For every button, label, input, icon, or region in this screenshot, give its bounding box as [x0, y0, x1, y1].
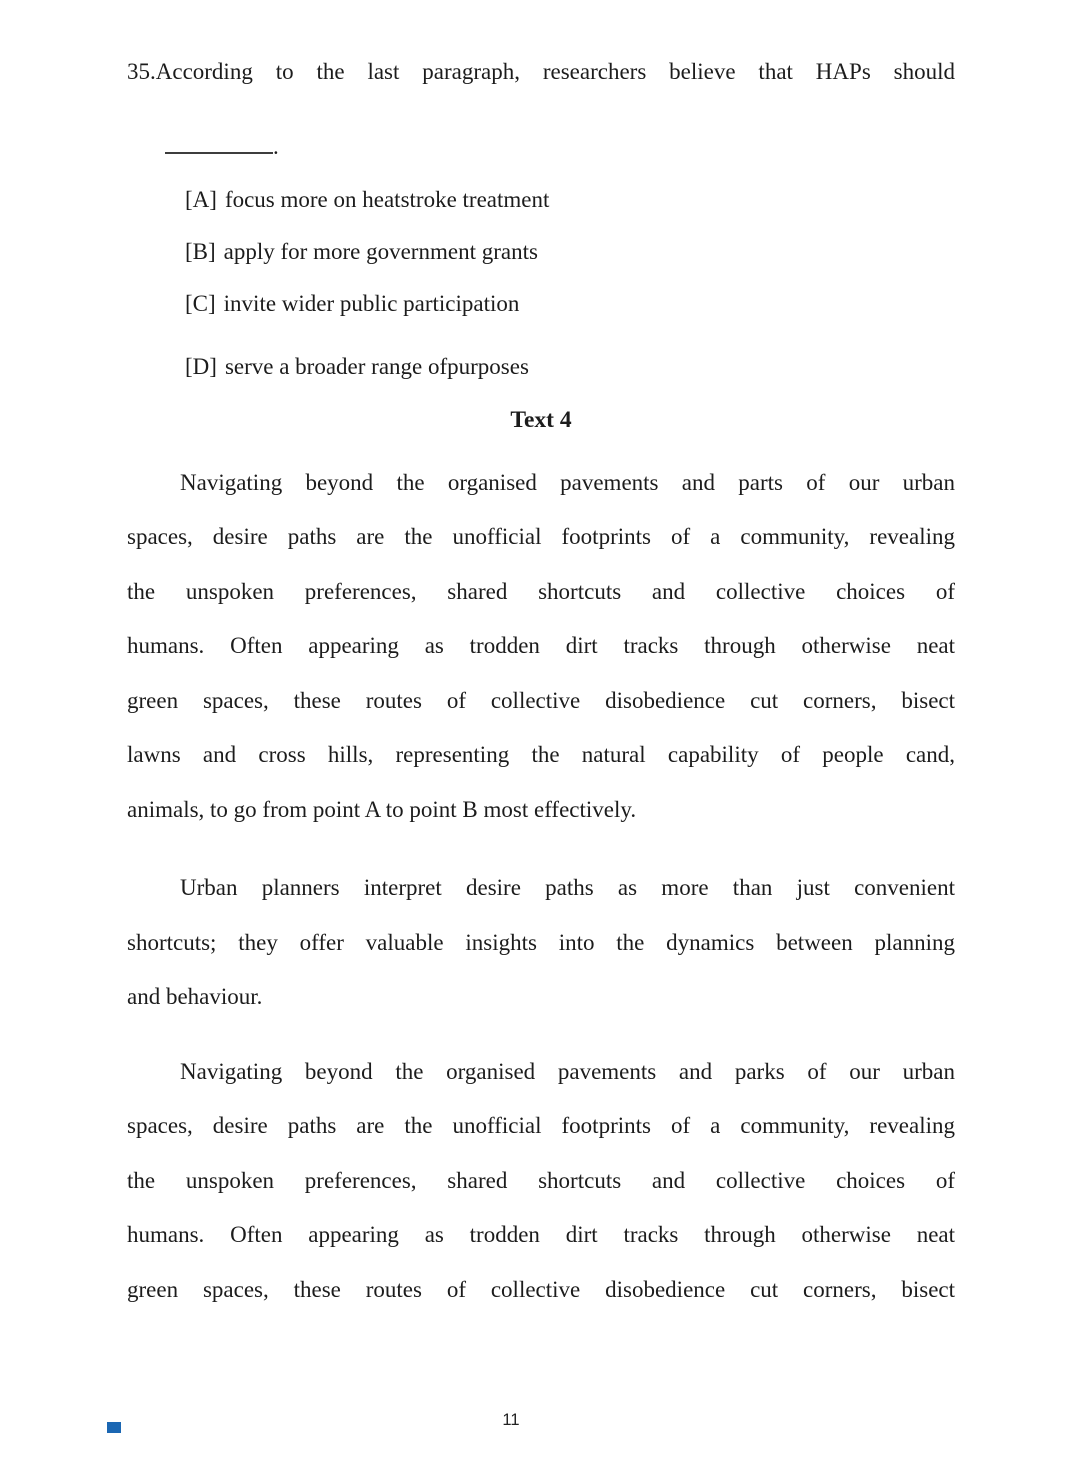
paragraph-line: the unspoken preferences, shared shortcuts and collective choices of [127, 1167, 955, 1193]
option-b [127, 226, 955, 278]
option-c [127, 278, 955, 330]
option-d-label: [D] [185, 354, 217, 379]
page-number: 11 [502, 1411, 520, 1429]
paragraph-line: green spaces, these routes of collective disobedience cut corners, bisect [127, 1276, 955, 1302]
paragraph-line: green spaces, these routes of collective disobedience cut corners, bisect [127, 687, 955, 713]
paragraph-line: spaces, desire paths are the unofficial footprints of a community, revealing [127, 1113, 955, 1138]
option-c-label: [C] [185, 291, 216, 316]
paragraph-line: humans. Often appearing as trodden dirt tracks through otherwise neat [127, 1222, 955, 1247]
paragraph-line: shortcuts; they offer valuable insights into the dynamics between planning [127, 929, 955, 955]
paragraph-line: animals, to go from point A to point B most effectively. [127, 796, 637, 822]
paragraph-line: spaces, desire paths are the unofficial footprints of a community, revealing [127, 524, 955, 549]
text4-paragraph-2 [127, 861, 955, 1025]
paragraph-line: lawns and cross hills, representing the natural capability of people cand, [127, 742, 955, 767]
paragraph-line: and behaviour. [127, 984, 263, 1009]
paragraph-line: Urban planners interpret desire paths as more than just convenient [180, 875, 955, 900]
paragraph-line: the unspoken preferences, shared shortcuts and collective choices of [127, 578, 955, 604]
option-b-label: [B] [185, 239, 216, 264]
question-stem: 35.According to the last paragraph, researchers believe that HAPs should [127, 59, 955, 84]
text4-paragraph-3 [127, 1045, 955, 1318]
blank-period: . [273, 133, 279, 159]
option-d-text: serve a broader range ofpurposes [224, 354, 529, 379]
paragraph-line: Navigating beyond the organised pavements and parts of our urban [180, 469, 955, 495]
option-a-text: focus more on heatstroke treatment [224, 187, 550, 212]
paragraph-line: Navigating beyond the organised pavements and parks of our urban [180, 1058, 955, 1084]
option-a [127, 174, 955, 226]
option-b-text: apply for more government grants [223, 239, 538, 264]
footer-accent-square [107, 1422, 121, 1433]
option-d [127, 341, 955, 393]
answer-blank-row [127, 120, 955, 175]
paragraph-line: humans. Often appearing as trodden dirt tracks through otherwise neat [127, 633, 955, 658]
option-c-text: invite wider public participation [223, 291, 520, 316]
answer-blank-underline [165, 128, 273, 154]
option-a-label: [A] [185, 187, 217, 212]
page-content [127, 0, 955, 1317]
text4-heading: Text 4 [510, 407, 572, 433]
text4-paragraph-1 [127, 456, 955, 838]
